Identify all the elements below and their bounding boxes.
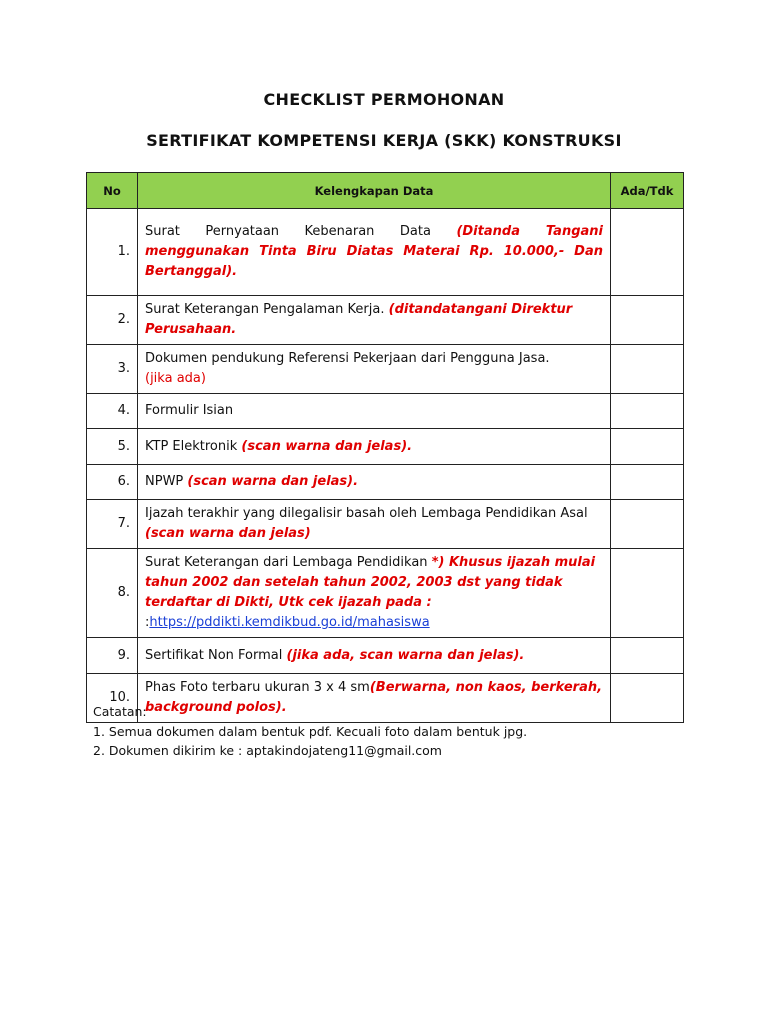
header-no: No xyxy=(87,173,138,209)
row-text: Phas Foto terbaru ukuran 3 x 4 sm xyxy=(145,680,370,695)
row-description xyxy=(138,429,611,465)
row-note: (jika ada, scan warna dan jelas). xyxy=(286,647,525,663)
header-ada-tdk: Ada/Tdk xyxy=(611,173,684,209)
row-text: Ijazah terakhir yang dilegalisir basah oleh Lembaga Pendidikan Asal xyxy=(145,506,588,521)
row-note: (ditandatangani Direktur Perusahaan. xyxy=(145,302,573,337)
table-row xyxy=(87,500,684,549)
row-description xyxy=(138,549,611,638)
row-description xyxy=(138,500,611,549)
row-check-cell[interactable] xyxy=(611,500,684,549)
row-note: (scan warna dan jelas) xyxy=(145,526,311,541)
row-number: 6. xyxy=(87,465,138,500)
row-description xyxy=(138,209,611,296)
table-row xyxy=(87,638,684,674)
table-row xyxy=(87,296,684,345)
row-text: KTP Elektronik xyxy=(145,438,242,454)
note-item: 1. Semua dokumen dalam bentuk pdf. Kecuali foto dalam bentuk jpg. xyxy=(93,723,528,739)
row-text: Sertifikat Non Formal xyxy=(145,647,287,663)
row-text: Formulir Isian xyxy=(145,403,234,418)
table-header-row xyxy=(87,173,684,209)
document-subtitle: SERTIFIKAT KOMPETENSI KERJA (SKK) KONSTRUKSI xyxy=(146,131,622,150)
row-text: Surat Pernyataan Kebenaran Data xyxy=(145,224,457,239)
row-number: 5. xyxy=(87,429,138,465)
row-check-cell[interactable] xyxy=(611,209,684,296)
row-check-cell[interactable] xyxy=(611,638,684,674)
row-text: Dokumen pendukung Referensi Pekerjaan dari Pengguna Jasa. xyxy=(145,351,550,366)
document-title: CHECKLIST PERMOHONAN xyxy=(263,90,505,109)
row-link-prefix: : xyxy=(145,615,150,630)
notes-section xyxy=(93,702,527,761)
row-check-cell[interactable] xyxy=(611,674,684,723)
table-row xyxy=(87,429,684,465)
row-number: 7. xyxy=(87,500,138,549)
row-number: 4. xyxy=(87,394,138,429)
note-item: 2. Dokumen dikirim ke : aptakindojateng11@gmail.com xyxy=(93,743,442,758)
row-description xyxy=(138,394,611,429)
row-note: (jika ada) xyxy=(145,371,206,386)
row-note: (scan warna dan jelas). xyxy=(241,438,413,454)
table-row xyxy=(87,465,684,500)
row-number: 1. xyxy=(87,209,138,296)
row-number: 2. xyxy=(87,296,138,345)
row-check-cell[interactable] xyxy=(611,549,684,638)
row-description xyxy=(138,465,611,500)
row-number: 3. xyxy=(87,345,138,394)
row-text: Surat Keterangan Pengalaman Kerja. xyxy=(145,302,389,317)
table-row xyxy=(87,549,684,638)
row-description xyxy=(138,296,611,345)
row-note: (Berwarna, non kaos, berkerah, background polos). xyxy=(145,680,603,715)
row-note: (scan warna dan jelas). xyxy=(187,474,359,489)
checklist-table xyxy=(86,172,684,723)
row-description xyxy=(138,345,611,394)
row-note: (Ditanda Tangani menggunakan Tinta Biru Diatas Materai Rp. 10.000,- Dan Bertanggal). xyxy=(145,224,603,279)
table-row xyxy=(87,394,684,429)
notes-heading: Catatan: xyxy=(93,704,147,719)
row-description xyxy=(138,638,611,674)
row-check-cell[interactable] xyxy=(611,465,684,500)
header-kelengkapan-data: Kelengkapan Data xyxy=(138,173,611,209)
row-number: 10. xyxy=(87,674,138,723)
row-check-cell[interactable] xyxy=(611,345,684,394)
table-row xyxy=(87,345,684,394)
row-check-cell[interactable] xyxy=(611,296,684,345)
row-text: NPWP xyxy=(145,474,188,489)
table-row xyxy=(87,209,684,296)
row-check-cell[interactable] xyxy=(611,394,684,429)
row-number: 9. xyxy=(87,638,138,674)
row-number: 8. xyxy=(87,549,138,638)
row-text: Surat Keterangan dari Lembaga Pendidikan xyxy=(145,555,432,570)
row-note: *) Khusus ijazah mulai tahun 2002 dan setelah tahun 2002, 2003 dst yang tidak terdaftar di Dikti, Utk cek ijazah pada : xyxy=(145,555,596,610)
row-check-cell[interactable] xyxy=(611,429,684,465)
pddikti-link[interactable]: https://pddikti.kemdikbud.go.id/mahasiswa xyxy=(149,615,430,630)
